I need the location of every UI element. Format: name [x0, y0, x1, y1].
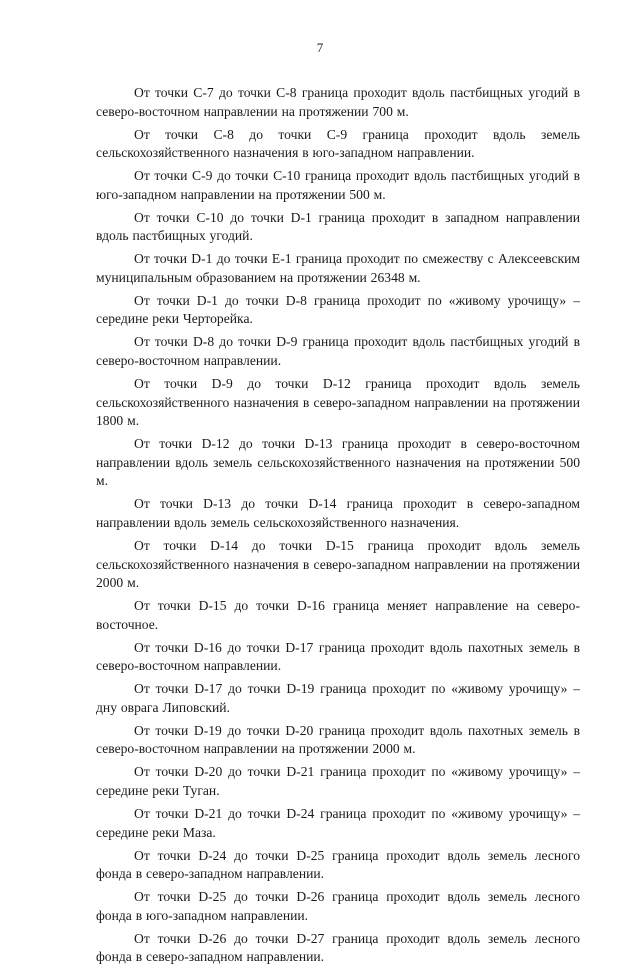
- paragraph: От точки D-24 до точки D-25 граница проходит вдоль земель лесного фонда в северо-западном направлении.: [96, 847, 580, 882]
- paragraph: От точки С-9 до точки С-10 граница проходит вдоль пастбищных угодий в юго-западном направлении на протяжении 500 м.: [96, 168, 580, 202]
- paragraph: От точки D-12 до точки D-13 граница проходит в северо-восточном направлении вдоль земель сельскохозяйственного назначения на протяжении 500 м.: [96, 436, 580, 489]
- paragraph: От точки D-13 до точки D-14 граница проходит в северо-западном направлении вдоль земель сельскохозяйственного назначения.: [96, 496, 580, 530]
- paragraph: От точки D-16 до точки D-17 граница проходит вдоль пахотных земель в северо-восточном направлении.: [96, 639, 580, 674]
- paragraph: От точки D-15 до точки D-16 граница меняет направление на северо-восточное.: [96, 598, 580, 632]
- paragraph: От точки С-8 до точки С-9 граница проходит вдоль земель сельскохозяйственного назначения в юго-западном направлении.: [96, 126, 580, 161]
- paragraph: От точки D-19 до точки D-20 граница проходит вдоль пахотных земель в северо-восточном направлении на протяжении 2000 м.: [96, 722, 580, 757]
- paragraph: От точки D-25 до точки D-26 граница проходит вдоль земель лесного фонда в юго-западном направлении.: [96, 889, 580, 923]
- paragraph: От точки D-8 до точки D-9 граница проходит вдоль пастбищных угодий в северо-восточном направлении.: [96, 334, 580, 369]
- paragraph: От точки С-7 до точки С-8 граница проходит вдоль пастбищных угодий в северо-восточном направлении на протяжении 700 м.: [96, 85, 580, 119]
- paragraph: От точки D-26 до точки D-27 граница проходит вдоль земель лесного фонда в северо-западном направлении.: [96, 930, 580, 965]
- paragraph: От точки D-1 до точки Е-1 граница проходит по смежеству с Алексеевским муниципальным образованием на протяжении 26348 м.: [96, 251, 580, 285]
- document-body: [96, 84, 580, 971]
- paragraph: От точки D-17 до точки D-19 граница проходит по «живому урочищу» – дну оврага Липовский.: [96, 681, 580, 715]
- page-number: 7: [316, 40, 324, 55]
- paragraph: От точки D-1 до точки D-8 граница проходит по «живому урочищу» – середине реки Черторейка.: [96, 292, 580, 327]
- paragraph: От точки D-9 до точки D-12 граница проходит вдоль земель сельскохозяйственного назначения в северо-западном направлении на протяжении 1800 м.: [96, 376, 580, 429]
- paragraph: От точки С-10 до точки D-1 граница проходит в западном направлении вдоль пастбищных угодий.: [96, 209, 580, 244]
- paragraph: От точки D-14 до точки D-15 граница проходит вдоль земель сельскохозяйственного назначения в северо-западном направлении на протяжении 2000 м.: [96, 537, 580, 591]
- paragraph: От точки D-20 до точки D-21 граница проходит по «живому урочищу» – середине реки Туган.: [96, 764, 580, 799]
- paragraph: От точки D-21 до точки D-24 граница проходит по «живому урочищу» – середине реки Маза.: [96, 806, 580, 840]
